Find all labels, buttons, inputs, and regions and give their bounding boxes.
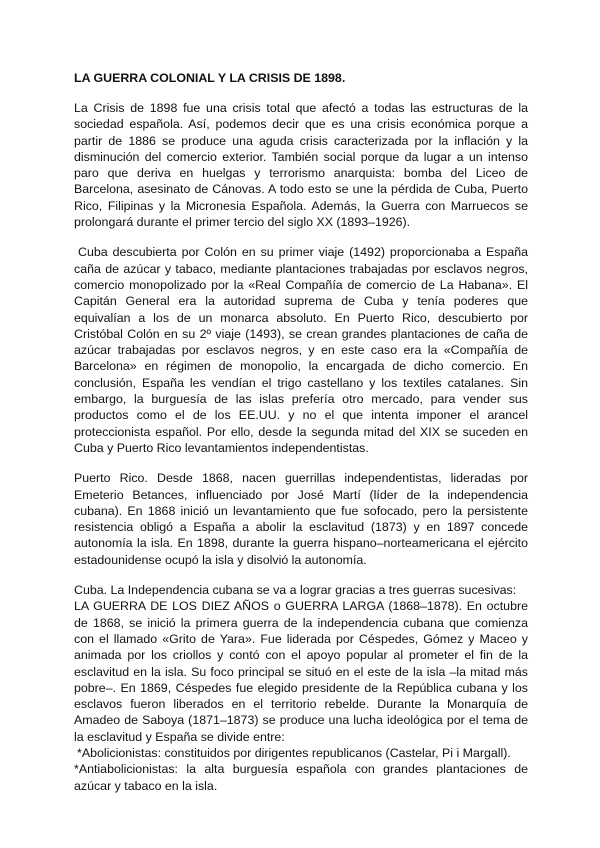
list-item-antiabolicionistas: *Antiabolicionistas: la alta burguesía española con grandes plantaciones de azúcar y tabaco en la isla. bbox=[74, 762, 528, 793]
paragraph-guerra-diez-anos: LA GUERRA DE LOS DIEZ AÑOS o GUERRA LARGA (1868–1878). En octubre de 1868, se inició la primera guerra de la independencia cubana que comienza con el llamado «Grito de Yara». Fue liderada por Céspedes, Gómez y Maceo y animada por los criollos y contó con el apoyo popular al prometer el fin de la esclavitud en la isla. Su foco principal se situó en el este de la isla –la mitad más pobre–. En 1869, Céspedes fue elegido presidente de la República cubana y los esclavos fueron liberados en el territorio rebelde. Durante la Monarquía de Amadeo de Saboya (1871–1873) se produce una lucha ideológica por el tema de la esclavitud y España se divide entre: bbox=[74, 599, 528, 744]
paragraph-cuba-puerto-rico-colonial: Cuba descubierta por Colón en su primer viaje (1492) proporcionaba a España caña de azúcar y tabaco, mediante plantaciones trabajadas por esclavos negros, comercio monopolizado por la «Real Compañía de comercio de La Habana». El Capitán General era la autoridad suprema de Cuba y tenía poderes que equivalían a los de un monarca absoluto. En Puerto Rico, descubierto por Cristóbal Colón en su 2º viaje (1493), se crean grandes plantaciones de caña de azúcar trabajadas por esclavos negros, y en este caso era la «Compañía de Barcelona» en régimen de monopolio, la encargada de dicho comercio. En conclusión, España les vendían el trigo castellano y los textiles catalanes. Sin embargo, la burguesía de las islas prefería otro mercado, para vender sus productos como el de los EE.UU. y no el que intenta imponer el arancel proteccionista español. Por ello, desde la segunda mitad del XIX se suceden en Cuba y Puerto Rico levantamientos independentistas. bbox=[74, 245, 528, 455]
cuba-intro-line: Cuba. La Independencia cubana se va a lograr gracias a tres guerras sucesivas: bbox=[74, 583, 517, 598]
document-page bbox=[74, 70, 528, 808]
paragraph-puerto-rico: Puerto Rico. Desde 1868, nacen guerrillas independentistas, lideradas por Emeterio Betances, influenciado por José Martí (líder de la independencia cubana). En 1868 inició un levantamiento que fue sofocado, pero la persistente resistencia obligó a España a abolir la esclavitud (1873) y en 1897 concede autonomía la isla. En 1898, durante la guerra hispano–norteamericana el ejército estadounidense ocupó la isla y disolvió la autonomía. bbox=[74, 471, 528, 567]
section-cuba bbox=[74, 582, 528, 794]
list-item-abolicionistas: *Abolicionistas: constituidos por dirigentes republicanos (Castelar, Pi i Margall). bbox=[77, 745, 511, 760]
document-title: LA GUERRA COLONIAL Y LA CRISIS DE 1898. bbox=[74, 71, 346, 85]
paragraph-crisis-1898: La Crisis de 1898 fue una crisis total que afectó a todas las estructuras de la sociedad española. Así, podemos decir que es una crisis económica porque a partir de 1886 se produce una aguda crisis caracterizada por la inflación y la disminución del comercio exterior. También social porque da lugar a un intenso paro que deriva en huelgas y terrorismo anarquista: bomba del Liceo de Barcelona, asesinato de Cánovas. A todo esto se une la pérdida de Cuba, Puerto Rico, Filipinas y la Micronesia Española. Además, la Guerra con Marruecos se prolongará durante el primer tercio del siglo XX (1893–1926). bbox=[74, 101, 528, 230]
